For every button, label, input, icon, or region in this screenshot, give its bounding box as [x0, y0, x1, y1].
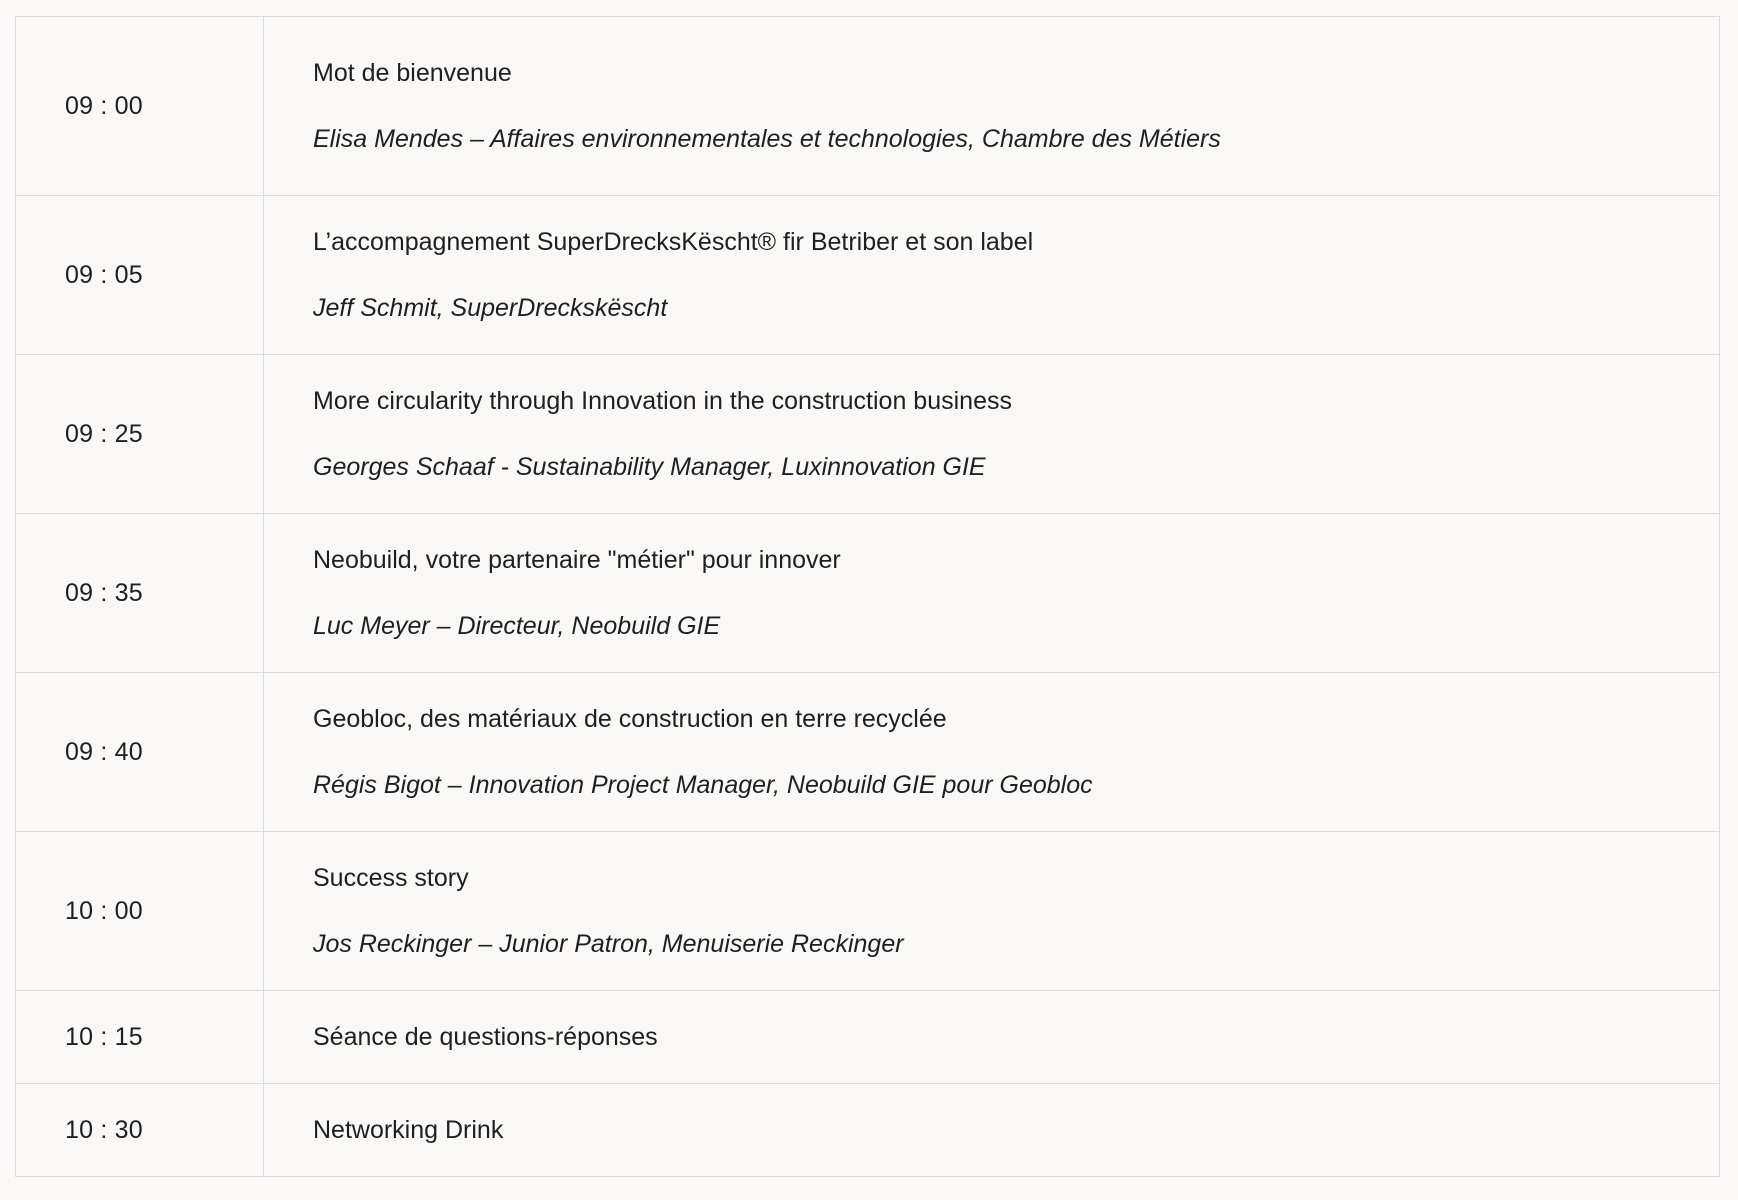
session-cell — [264, 514, 1720, 673]
agenda-row — [16, 1084, 1720, 1177]
time-cell: 10 : 30 — [16, 1084, 264, 1177]
agenda-row — [16, 196, 1720, 355]
time-cell: 10 : 00 — [16, 832, 264, 991]
agenda-row — [16, 832, 1720, 991]
session-title: Networking Drink — [313, 1116, 504, 1144]
session-speaker: Luc Meyer – Directeur, Neobuild GIE — [313, 612, 721, 640]
session-speaker: Elisa Mendes – Affaires environnementales et technologies, Chambre des Métiers — [313, 125, 1221, 153]
session-title: Success story — [313, 864, 469, 892]
session-speaker: Jos Reckinger – Junior Patron, Menuiserie Reckinger — [313, 930, 904, 958]
agenda-row — [16, 355, 1720, 514]
agenda-table — [15, 16, 1720, 1177]
session-cell — [264, 17, 1720, 196]
session-speaker: Jeff Schmit, SuperDreckskëscht — [313, 294, 668, 322]
time-cell: 09 : 05 — [16, 196, 264, 355]
session-cell — [264, 355, 1720, 514]
session-cell — [264, 991, 1720, 1084]
session-cell — [264, 196, 1720, 355]
agenda-row — [16, 514, 1720, 673]
session-cell — [264, 1084, 1720, 1177]
session-speaker: Régis Bigot – Innovation Project Manager, Neobuild GIE pour Geobloc — [313, 771, 1093, 799]
session-cell — [264, 832, 1720, 991]
session-title: L’accompagnement SuperDrecksKëscht® fir Betriber et son label — [313, 228, 1034, 256]
session-title: Séance de questions-réponses — [313, 1023, 658, 1051]
time-cell: 09 : 35 — [16, 514, 264, 673]
time-cell: 09 : 25 — [16, 355, 264, 514]
time-cell: 10 : 15 — [16, 991, 264, 1084]
time-cell: 09 : 00 — [16, 17, 264, 196]
session-title: Neobuild, votre partenaire "métier" pour innover — [313, 546, 841, 574]
session-title: Geobloc, des matériaux de construction en terre recyclée — [313, 705, 947, 733]
session-title: Mot de bienvenue — [313, 59, 512, 87]
session-speaker: Georges Schaaf - Sustainability Manager, Luxinnovation GIE — [313, 453, 986, 481]
agenda-row — [16, 991, 1720, 1084]
time-cell: 09 : 40 — [16, 673, 264, 832]
session-cell — [264, 673, 1720, 832]
agenda-row — [16, 17, 1720, 196]
session-title: More circularity through Innovation in the construction business — [313, 387, 1012, 415]
agenda-row — [16, 673, 1720, 832]
